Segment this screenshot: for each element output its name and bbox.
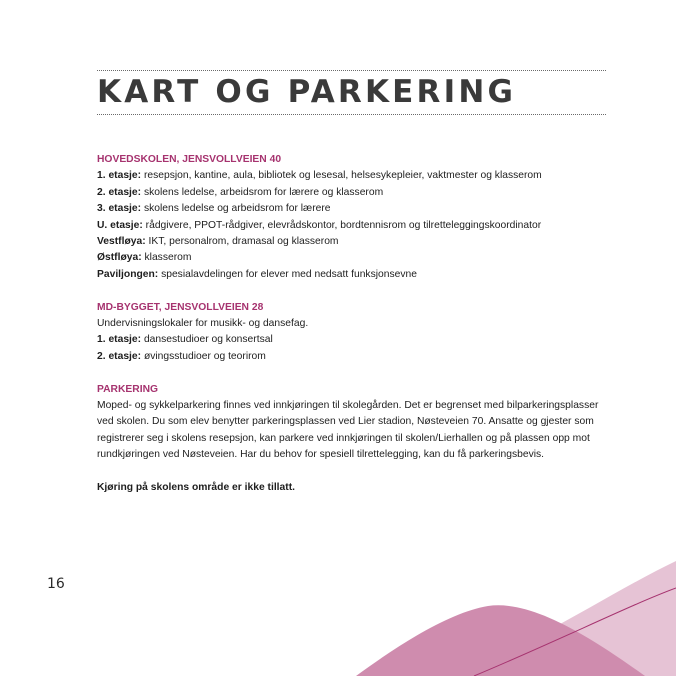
floor-line: U. etasje: rådgivere, PPOT-rådgiver, elevrådskontor, bordtennisrom og tilretteleggingskoordinator [97,219,542,231]
section-heading: PARKERING [97,383,159,395]
floor-line: 3. etasje: skolens ledelse og arbeidsrom for lærere [97,203,331,215]
floor-line: 1. etasje: dansestudioer og konsertsal [97,334,273,346]
parking-paragraph: Moped- og sykkelparkering finnes ved innkjøringen til skolegården. Det er begrenset med bilparkeringsplasser ved skolen. Du som elev benytter parkeringsplassen ved Lier stadion, Nøsteveien 70. Ansatte og gjester som registrerer seg i skolens resepsjon, kan parkere ved innkjøringen til skolen/Lierhallen og på plassen opp mot rundkjøringen ved Nøsteveien. Har du behov for spesiell tilrettelegging, kan du få parkeringsbevis. [97,400,599,461]
section-heading: MD-BYGGET, JENSVOLLVEIEN 28 [97,301,264,313]
wing-line: Østfløya: klasserom [97,252,192,264]
floor-line: 2. etasje: øvingsstudioer og teorirom [97,350,266,362]
section-heading: HOVEDSKOLEN, JENSVOLLVEIEN 40 [97,154,282,165]
wing-line: Paviljongen: spesialavdelingen for elever med nedsatt funksjonsevne [97,268,417,280]
floor-line: 2. etasje: skolens ledelse, arbeidsrom for lærere og klasserom [97,186,384,198]
section-intro: Undervisningslokaler for musikk- og dansefag. [97,318,309,330]
parking-note: Kjøring på skolens område er ikke tillatt. [97,482,295,494]
page-title: KART OG PARKERING [97,74,517,110]
page-number: 16 [47,576,65,592]
wing-line: Vestfløya: IKT, personalrom, dramasal og klasserom [97,236,339,248]
floor-line: 1. etasje: resepsjon, kantine, aula, bibliotek og lesesal, helsesykepleier, vaktmester og klasserom [97,170,542,182]
